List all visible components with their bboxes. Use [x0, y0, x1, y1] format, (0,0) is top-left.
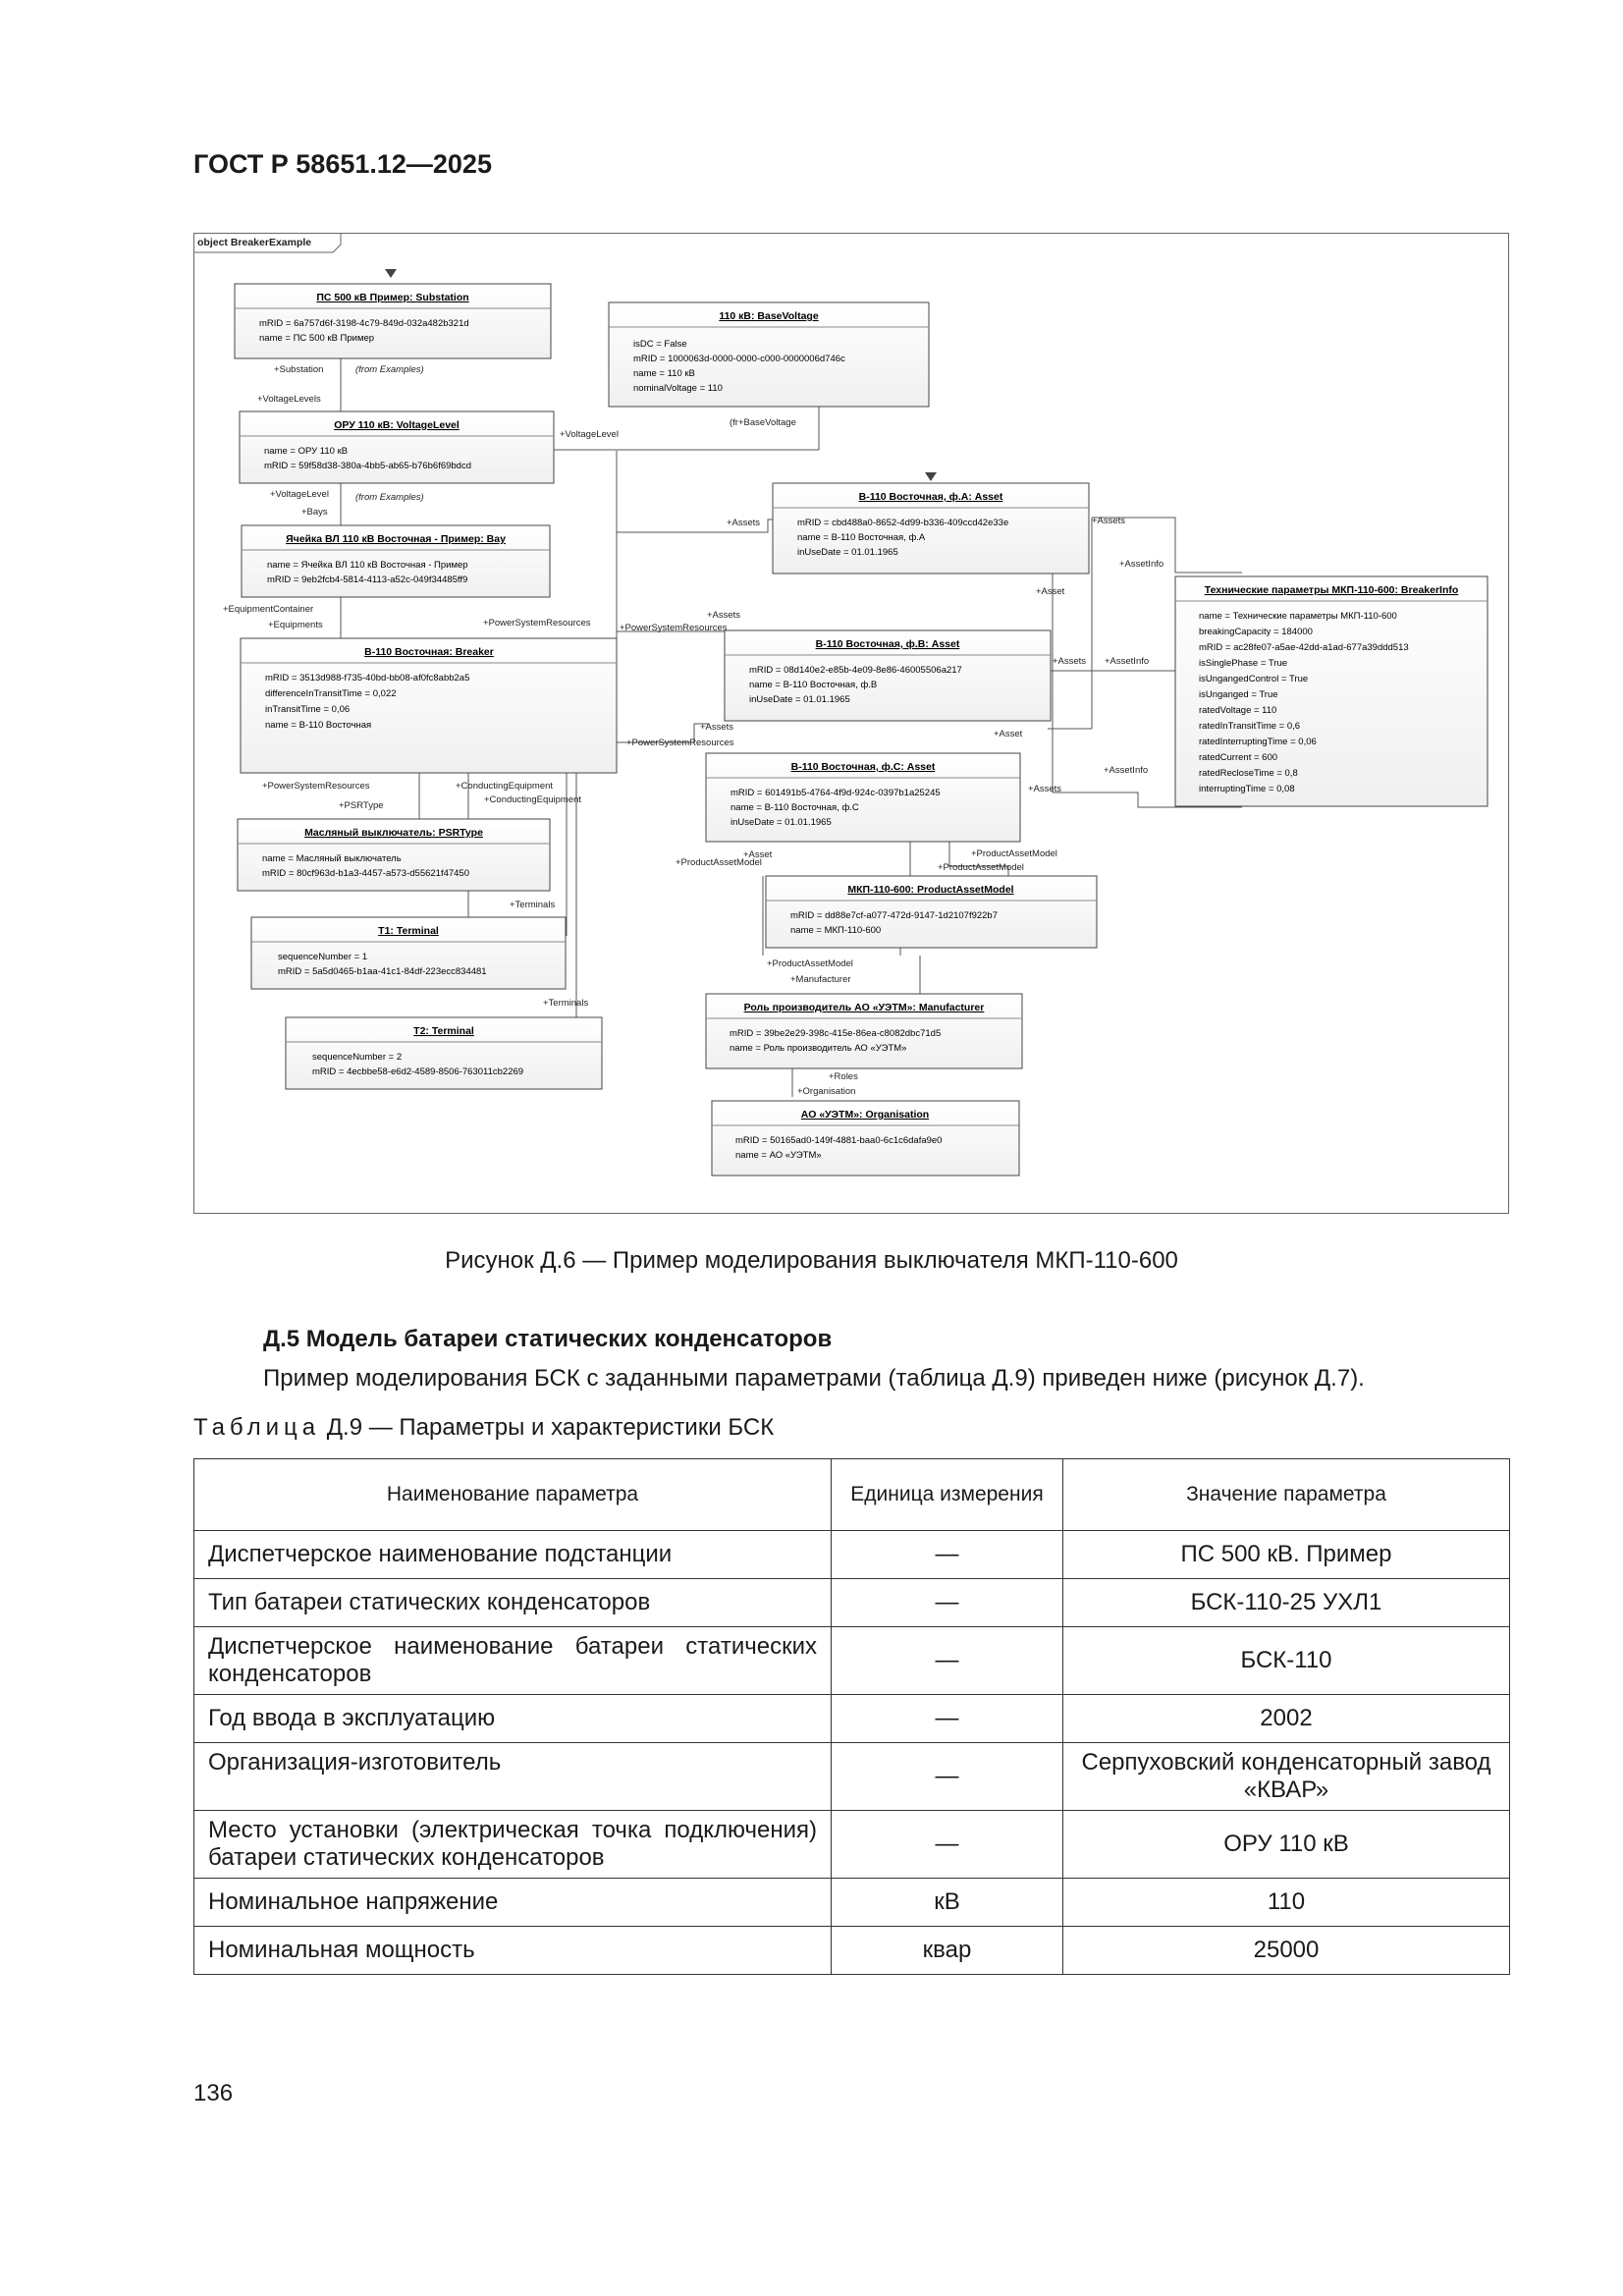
table-header-row [194, 1459, 1510, 1531]
parameter-value: 110 [1063, 1879, 1510, 1927]
table-row [194, 1927, 1510, 1975]
svg-text:mRID = 3513d988-f735-40bd-bb08: mRID = 3513d988-f735-40bd-bb08-af0fc8abb2a5 [265, 673, 470, 683]
role-label: +EquipmentContainer [223, 604, 314, 615]
parameter-unit: — [832, 1579, 1063, 1627]
role-label: +ProductAssetModel [767, 958, 853, 969]
role-label: +Asset [743, 849, 773, 860]
object-box-asset-c [706, 753, 1020, 842]
svg-text:mRID = 4ecbbe58-e6d2-4589-8506: mRID = 4ecbbe58-e6d2-4589-8506-763011cb2269 [312, 1066, 524, 1077]
parameter-name: Место установки (электрическая точка подключения) батареи статических конденсаторов [194, 1811, 832, 1879]
role-label: +Terminals [543, 998, 589, 1009]
table-caption: Д.9 — Параметры и характеристики БСК [326, 1414, 775, 1441]
svg-text:T2: Terminal: T2: Terminal [413, 1025, 474, 1037]
parameter-value: БСК-110 [1063, 1627, 1510, 1695]
svg-text:ratedInTransitTime = 0,6: ratedInTransitTime = 0,6 [1199, 721, 1301, 732]
role-label: (from Examples) [355, 364, 424, 375]
page-number: 136 [193, 2080, 234, 2106]
object-box-bay [242, 525, 550, 597]
svg-text:mRID = 1000063d-0000-0000-c000: mRID = 1000063d-0000-0000-c000-0000006d746c [633, 354, 845, 364]
dependency-arrow [925, 472, 937, 481]
table-row [194, 1879, 1510, 1927]
object-box-substation [235, 284, 551, 358]
svg-text:mRID = 59f58d38-380a-4bb5-ab65: mRID = 59f58d38-380a-4bb5-ab65-b76b6f69bdcd [264, 461, 472, 471]
role-label: +PSRType [339, 800, 384, 811]
svg-text:sequenceNumber = 2: sequenceNumber = 2 [312, 1052, 403, 1063]
svg-text:mRID = 5a5d0465-b1aa-41c1-84df: mRID = 5a5d0465-b1aa-41c1-84df-223ecc834481 [278, 966, 487, 977]
svg-text:В-110 Восточная, ф.С: Asset: В-110 Восточная, ф.С: Asset [790, 761, 936, 773]
table-title [193, 1414, 774, 1442]
svg-text:nominalVoltage = 110: nominalVoltage = 110 [633, 383, 723, 394]
svg-text:name = В-110 Восточная, ф.В: name = В-110 Восточная, ф.В [749, 680, 878, 690]
role-label: +Assets [1053, 656, 1087, 667]
parameter-value: Серпуховский конденсаторный завод «КВАР» [1063, 1743, 1510, 1811]
svg-text:inUseDate = 01.01.1965: inUseDate = 01.01.1965 [797, 547, 898, 558]
svg-text:mRID = 9eb2fcb4-5814-4113-a52c: mRID = 9eb2fcb4-5814-4113-a52c-049f34485ff9 [267, 574, 468, 585]
svg-text:T1: Terminal: T1: Terminal [378, 925, 439, 937]
parameter-value: 25000 [1063, 1927, 1510, 1975]
role-label: +Assets [727, 518, 761, 528]
svg-text:inTransitTime = 0,06: inTransitTime = 0,06 [265, 704, 351, 715]
object-box-manufacturer [706, 994, 1022, 1068]
role-label: +PowerSystemResources [626, 738, 734, 748]
role-label: +ProductAssetModel [938, 862, 1024, 873]
svg-text:name = 110 кВ: name = 110 кВ [633, 368, 695, 379]
svg-text:ОРУ 110 кВ: VoltageLevel: ОРУ 110 кВ: VoltageLevel [334, 419, 460, 431]
object-box-voltage-level [240, 411, 554, 483]
svg-text:isUngangedControl = True: isUngangedControl = True [1199, 674, 1309, 684]
parameter-name: Организация-изготовитель [194, 1743, 832, 1811]
role-label: (from Examples) [355, 492, 424, 503]
svg-text:inUseDate = 01.01.1965: inUseDate = 01.01.1965 [730, 817, 832, 828]
parameter-unit: — [832, 1743, 1063, 1811]
parameter-unit: кВ [832, 1879, 1063, 1927]
dependency-arrow [385, 269, 397, 278]
role-label: +Asset [994, 729, 1023, 739]
standard-header: ГОСТ Р 58651.12—2025 [193, 149, 492, 179]
frame-label: object BreakerExample [197, 237, 312, 248]
svg-text:В-110 Восточная, ф.А: Asset: В-110 Восточная, ф.А: Asset [858, 491, 1003, 503]
parameter-value: ПС 500 кВ. Пример [1063, 1531, 1510, 1579]
svg-text:name = В-110 Восточная, ф.А: name = В-110 Восточная, ф.А [797, 532, 926, 543]
table-row [194, 1811, 1510, 1879]
header-cell: Единица измерения [832, 1459, 1063, 1531]
header-cell: Наименование параметра [194, 1459, 832, 1531]
svg-text:В-110 Восточная, ф.В: Asset: В-110 Восточная, ф.В: Asset [815, 638, 960, 650]
table-row [194, 1743, 1510, 1811]
table-row [194, 1695, 1510, 1743]
svg-text:mRID = ac28fe07-a5ae-42dd-a1ad: mRID = ac28fe07-a5ae-42dd-a1ad-677a39ddd513 [1199, 642, 1409, 653]
role-label: +VoltageLevel [560, 429, 619, 440]
svg-text:name = ОРУ 110 кВ: name = ОРУ 110 кВ [264, 446, 349, 457]
role-label: +Bays [301, 507, 328, 518]
svg-text:110 кВ: BaseVoltage: 110 кВ: BaseVoltage [719, 310, 819, 322]
table-row [194, 1627, 1510, 1695]
figure-caption: Рисунок Д.6 — Пример моделирования выключателя МКП-110-600 [445, 1247, 1178, 1274]
svg-text:ratedVoltage = 110: ratedVoltage = 110 [1199, 705, 1277, 716]
svg-text:mRID = cbd488a0-8652-4d99-b336: mRID = cbd488a0-8652-4d99-b336-409ccd42e33e [797, 518, 1009, 528]
svg-text:name = Технические параметры М: name = Технические параметры МКП-110-600 [1199, 611, 1397, 622]
role-label: +VoltageLevel [270, 489, 329, 500]
svg-text:name = АО «УЭТМ»: name = АО «УЭТМ» [735, 1150, 822, 1161]
svg-text:name = ПС 500 кВ Пример: name = ПС 500 кВ Пример [259, 333, 375, 344]
parameter-value: ОРУ 110 кВ [1063, 1811, 1510, 1879]
object-box-organisation [712, 1101, 1019, 1175]
svg-text:isUnganged = True: isUnganged = True [1199, 689, 1278, 700]
svg-text:Технические параметры МКП-110-: Технические параметры МКП-110-600: BreakerInfo [1204, 584, 1459, 596]
role-label: +Assets [707, 610, 741, 621]
parameter-unit: — [832, 1695, 1063, 1743]
parameter-unit: — [832, 1811, 1063, 1879]
parameter-value: 2002 [1063, 1695, 1510, 1743]
role-label: +PowerSystemResources [620, 623, 728, 633]
role-label: +AssetInfo [1104, 765, 1149, 776]
svg-text:isSinglePhase = True: isSinglePhase = True [1199, 658, 1288, 669]
svg-text:interruptingTime = 0,08: interruptingTime = 0,08 [1199, 784, 1295, 794]
parameter-unit: — [832, 1627, 1063, 1695]
object-box-base-voltage [609, 302, 929, 407]
svg-text:differenceInTransitTime = 0,02: differenceInTransitTime = 0,022 [265, 688, 397, 699]
object-box-asset-a [773, 483, 1089, 574]
role-label: +AssetInfo [1105, 656, 1150, 667]
svg-text:mRID = dd88e7cf-a077-472d-9147: mRID = dd88e7cf-a077-472d-9147-1d2107f922b7 [790, 910, 999, 921]
header-cell: Значение параметра [1063, 1459, 1510, 1531]
role-label: +ProductAssetModel [676, 857, 762, 868]
svg-text:mRID = 39be2e29-398c-415e-86ea: mRID = 39be2e29-398c-415e-86ea-c8082dbc71d5 [730, 1028, 942, 1039]
role-label: +Asset [1036, 586, 1065, 597]
svg-text:name = Масляный выключатель: name = Масляный выключатель [262, 853, 402, 864]
parameter-name: Диспетчерское наименование батареи статических конденсаторов [194, 1627, 832, 1695]
svg-text:breakingCapacity = 184000: breakingCapacity = 184000 [1199, 627, 1313, 637]
role-label: +Substation [274, 364, 324, 375]
role-label: +ConductingEquipment [456, 781, 554, 792]
svg-text:mRID = 08d140e2-e85b-4e09-8e86: mRID = 08d140e2-e85b-4e09-8e86-46005506a217 [749, 665, 962, 676]
role-label: +ProductAssetModel [971, 848, 1057, 859]
uml-object-diagram [193, 233, 1509, 1214]
role-label: +Assets [700, 722, 734, 733]
role-label: +Roles [829, 1071, 858, 1082]
role-label: +Assets [1028, 784, 1062, 794]
svg-text:name = МКП-110-600: name = МКП-110-600 [790, 925, 882, 936]
object-box-psr-type [238, 819, 550, 891]
svg-text:isDC = False: isDC = False [633, 339, 687, 350]
parameter-name: Год ввода в эксплуатацию [194, 1695, 832, 1743]
parameter-name: Диспетчерское наименование подстанции [194, 1531, 832, 1579]
svg-text:ratedCurrent = 600: ratedCurrent = 600 [1199, 752, 1278, 763]
svg-text:mRID = 6a757d6f-3198-4c79-849d: mRID = 6a757d6f-3198-4c79-849d-032a482b321d [259, 318, 469, 329]
svg-text:Ячейка ВЛ 110 кВ Восточная - П: Ячейка ВЛ 110 кВ Восточная - Пример: Bay [286, 533, 506, 545]
table-label: Таблица [193, 1414, 321, 1441]
role-label: +VoltageLevels [257, 394, 321, 405]
role-label: +Assets [1092, 516, 1126, 526]
svg-text:Масляный выключатель: PSRType: Масляный выключатель: PSRType [304, 827, 483, 839]
parameter-name: Тип батареи статических конденсаторов [194, 1579, 832, 1627]
section-title: Д.5 Модель батареи статических конденсаторов [263, 1326, 833, 1352]
svg-text:ratedInterruptingTime = 0,06: ratedInterruptingTime = 0,06 [1199, 737, 1317, 747]
svg-text:name = В-110 Восточная, ф.С: name = В-110 Восточная, ф.С [730, 802, 859, 813]
svg-text:name = Ячейка ВЛ 110 кВ Восточ: name = Ячейка ВЛ 110 кВ Восточная - Пример [267, 560, 468, 571]
role-label: +PowerSystemResources [262, 781, 370, 792]
role-label: +AssetInfo [1119, 559, 1164, 570]
parameters-table [193, 1458, 1510, 1975]
role-label: +Terminals [510, 900, 556, 910]
role-label: (fr+BaseVoltage [730, 417, 796, 428]
parameter-name: Номинальное напряжение [194, 1879, 832, 1927]
parameter-unit: квар [832, 1927, 1063, 1975]
svg-text:name = Роль производитель АО «: name = Роль производитель АО «УЭТМ» [730, 1043, 907, 1054]
svg-text:mRID = 601491b5-4764-4f9d-924c: mRID = 601491b5-4764-4f9d-924c-0397b1a25245 [730, 788, 941, 798]
svg-text:В-110 Восточная: Breaker: В-110 Восточная: Breaker [364, 646, 494, 658]
object-box-asset-b [725, 630, 1051, 721]
parameter-name: Номинальная мощность [194, 1927, 832, 1975]
section-intro: Пример моделирования БСК с заданными параметрами (таблица Д.9) приведен ниже (рисунок Д.7). [263, 1365, 1365, 1392]
svg-text:АО «УЭТМ»: Organisation: АО «УЭТМ»: Organisation [800, 1109, 930, 1121]
svg-text:inUseDate = 01.01.1965: inUseDate = 01.01.1965 [749, 694, 850, 705]
role-label: +ConductingEquipment [484, 794, 582, 805]
parameter-value: БСК-110-25 УХЛ1 [1063, 1579, 1510, 1627]
object-box-product-asset-model [766, 876, 1097, 948]
role-label: +Organisation [797, 1086, 856, 1097]
svg-text:sequenceNumber = 1: sequenceNumber = 1 [278, 952, 368, 962]
parameter-unit: — [832, 1531, 1063, 1579]
svg-text:ratedRecloseTime = 0,8: ratedRecloseTime = 0,8 [1199, 768, 1298, 779]
svg-text:name = В-110 Восточная: name = В-110 Восточная [265, 720, 372, 731]
table-row [194, 1579, 1510, 1627]
svg-text:mRID = 50165ad0-149f-4881-baa0: mRID = 50165ad0-149f-4881-baa0-6c1c6dafa9e0 [735, 1135, 943, 1146]
svg-text:mRID = 80cf963d-b1a3-4457-a573: mRID = 80cf963d-b1a3-4457-a573-d55621f47450 [262, 868, 470, 879]
role-label: +PowerSystemResources [483, 618, 591, 629]
object-box-t1 [251, 917, 566, 989]
svg-text:ПС 500 кВ Пример: Substation: ПС 500 кВ Пример: Substation [316, 292, 469, 303]
object-box-t2 [286, 1017, 602, 1089]
svg-text:МКП-110-600: ProductAssetModel: МКП-110-600: ProductAssetModel [847, 884, 1014, 896]
table-row [194, 1531, 1510, 1579]
role-label: +Equipments [268, 620, 323, 630]
object-box-breaker [241, 638, 617, 773]
svg-text:Роль производитель АО «УЭТМ»:: Роль производитель АО «УЭТМ»: Manufacturer [743, 1002, 985, 1013]
role-label: +Manufacturer [790, 974, 851, 985]
